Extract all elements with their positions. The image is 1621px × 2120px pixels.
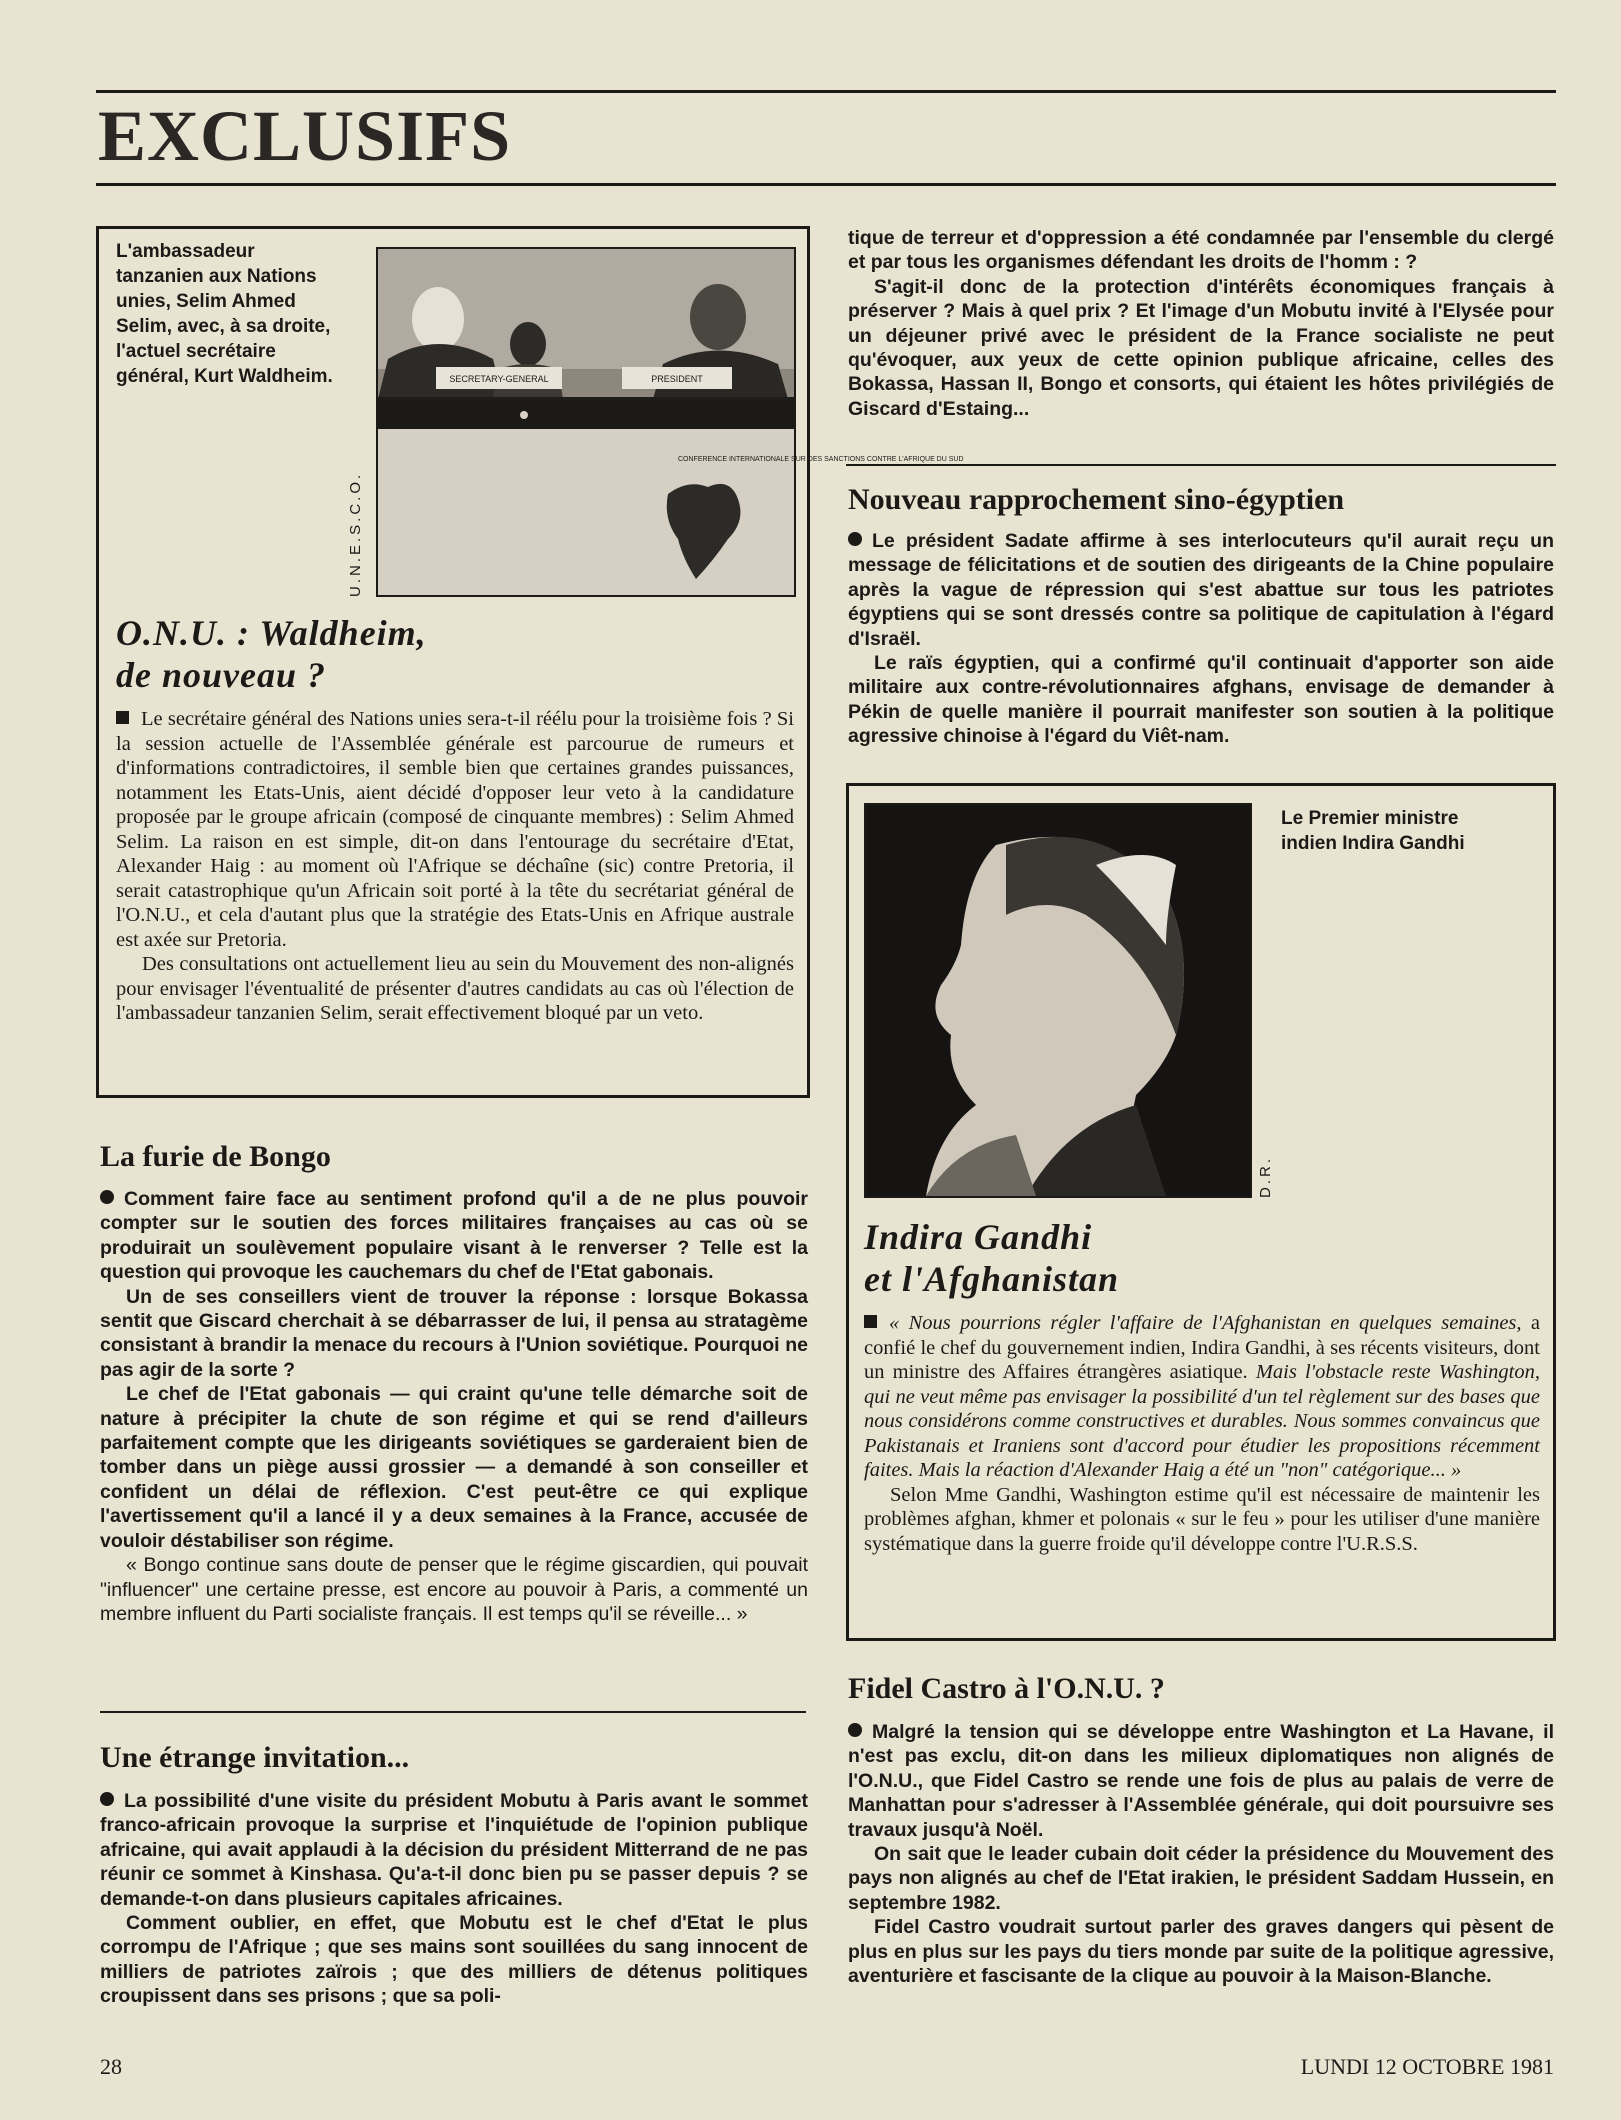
onu-article-box xyxy=(96,226,964,1098)
gandhi-headline xyxy=(864,1216,1544,1300)
gandhi-photo-caption: Le Premier ministre indien Indira Gandhi xyxy=(1281,808,1465,854)
bongo-headline: La furie de Bongo xyxy=(100,1140,331,1173)
onu-photo-sign-left: SECRETARY-GENERAL xyxy=(449,374,549,384)
gandhi-quote-a: « Nous pourrions régler l'affaire de l'Afghanistan en quelques semaines, xyxy=(889,1312,1522,1334)
sino-body xyxy=(848,529,1554,749)
square-marker-icon xyxy=(864,1315,877,1328)
onu-paragraph-1: Le secrétaire général des Nations unies sera-t-il réélu pour la troisième fois ? Si la session actuelle de l'Assemblée générale est parcourue de rumeurs et d'informations contradictoires, il semble bien que certaines grandes puissances, notamment les Etats-Unis, aient décidé d'opposer leur veto à la candidature proposée par le groupe africain (composé de cinquante membres) : Selim Ahmed Selim. La raison en est simple, dit-on dans l'entourage du secrétaire d'Etat, Alexander Haig : au moment où l'Afrique se déchaîne (sic) contre Pretoria, il serait catastrophique qu'un Africain soit porté à la tête du secrétariat général de l'O.N.U., et cela d'autant plus que la stratégie des Etats-Unis en Afrique australe est axée sur Pretoria. xyxy=(116,708,794,951)
invitation-paragraph-2: Comment oublier, en effet, que Mobutu est le chef d'Etat le plus corrompu de l'Afrique ; que ses mains sont souillées du sang innocent de milliers de patriotes zaïrois ; que des milliers de détenus politiques croupissent dans ses prisons ; que sa poli- xyxy=(100,1912,808,2008)
gandhi-headline-line-2: et l'Afghanistan xyxy=(864,1259,1120,1299)
gandhi-body xyxy=(864,1311,1540,1556)
masthead: EXCLUSIFS xyxy=(98,96,512,176)
onu-headline: O.N.U. : Waldheim, de nouveau ? xyxy=(116,613,427,695)
onu-body xyxy=(116,707,794,1026)
bongo-paragraph-1: Comment faire face au sentiment profond qu'il a de ne plus pouvoir compter sur le soutien des forces militaires françaises au cas où se produirait un soulèvement populaire visant à le renverser ? Telle est la question qui provoque les cauchemars du chef de l'Etat gabonais. xyxy=(100,1188,808,1284)
onu-photo-sign-right: PRESIDENT xyxy=(651,374,703,384)
section-divider xyxy=(846,464,1556,466)
invitation-paragraph-1: La possibilité d'une visite du président Mobutu à Paris avant le sommet franco-africain provoque la surprise et l'inquiétude de l'opinion publique africaine, qui avait applaudi à la décision du président Mitterrand de ne pas réunir ce sommet à Kinshasa. Qu'a-t-il donc bien pu se passer depuis ? se demande-t-on dans plusieurs capitales africaines. xyxy=(100,1790,808,1910)
bongo-paragraph-3: Le chef de l'Etat gabonais — qui craint qu'une telle démarche soit de nature à précipiter la chute de son régime et qui se rend d'ailleurs parfaitement compte que les dirigeants soviétiques se garderaient bien de tomber dans un piège aussi grossier — a demandé à son conseiller et confident un délai de réflexion. C'est peut-être ce qui explique l'avertissement qu'il a lancé il y a deux semaines à la France, accusée de vouloir déstabiliser son régime. xyxy=(100,1383,808,1552)
invitation-headline: Une étrange invitation... xyxy=(100,1741,410,1774)
issue-date: LUNDI 12 OCTOBRE 1981 xyxy=(1300,2054,1554,2079)
gandhi-photo-drawing xyxy=(866,805,1250,1196)
onu-photo xyxy=(376,247,964,597)
sino-headline: Nouveau rapprochement sino-égyptien xyxy=(848,483,1345,516)
invitation-cont-paragraph-2: S'agit-il donc de la protection d'intérêts économiques français à préserver ? Mais à quel prix ? Et l'image d'un Mobutu invité à l'Elysée pour un déjeuner privé avec le président de la France socialiste ne peut qu'évoquer, aux yeux de cette opinion publique africaine, celles des Bokassa, Hassan II, Bongo et consorts, qui étaient les hôtes privilégiés de Giscard d'Estaing... xyxy=(848,275,1554,420)
bongo-paragraph-2: Un de ses conseillers vient de trouver la réponse : lorsque Bokassa sentit que Giscard cherchait à se débarrasser de lui, il pensa au stratagème consistant à brandir la menace du recours à l'Union soviétique. Pourquoi ne pas agir de la sorte ? xyxy=(100,1285,808,1381)
gandhi-paragraph-1: a confié le chef du gouvernement indien, Indira Gandhi, à ses récents visiteurs, dont un ministre des Affaires étrangères asiatique. xyxy=(864,1312,1540,1383)
section-divider xyxy=(100,1711,806,1713)
gandhi-headline-line-1: Indira Gandhi xyxy=(864,1217,1093,1257)
masthead-top-rule xyxy=(96,90,1556,93)
onu-photo-drawing xyxy=(378,249,964,595)
gandhi-photo xyxy=(864,803,1252,1198)
castro-paragraph-2: On sait que le leader cubain doit céder la présidence du Mouvement des pays non alignés au chef de l'Etat irakien, le président Saddam Hussein, en septembre 1982. xyxy=(848,1843,1554,1914)
castro-paragraph-3: Fidel Castro voudrait surtout parler des graves dangers qui pèsent de plus en plus sur les pays du tiers monde par suite de la politique agressive, aventurière et fascisante de la clique au pouvoir à la Maison-Blanche. xyxy=(848,1916,1554,1988)
onu-photo-backdrop: CONFERENCE INTERNATIONALE SUR DES SANCTIONS CONTRE L'AFRIQUE DU SUD xyxy=(678,456,964,463)
gandhi-photo-credit: D.R. xyxy=(1257,1156,1274,1198)
castro-body xyxy=(848,1720,1554,1988)
onu-photo-credit: U.N.E.S.C.O. xyxy=(347,471,364,597)
invitation-continued xyxy=(848,226,1554,421)
page-number: 28 xyxy=(100,2054,122,2079)
castro-paragraph-1: Malgré la tension qui se développe entre Washington et La Havane, il n'est pas exclu, dit-on dans les milieux diplomatiques non alignés de l'O.N.U., que Fidel Castro se rende une fois de plus au palais de verre de Manhattan pour s'adresser à l'Assemblée générale, qui doit poursuivre ses travaux jusqu'à Noël. xyxy=(848,1721,1554,1841)
onu-photo-caption: L'ambassadeur tanzanien aux Nations unies, Selim Ahmed Selim, avec, à sa droite, l'actuel secrétaire général, Kurt Waldheim. xyxy=(116,241,333,387)
bongo-body xyxy=(100,1187,808,1626)
bullet-icon xyxy=(100,1792,114,1806)
invitation-body xyxy=(100,1789,808,2009)
sino-paragraph-2: Le raïs égyptien, qui a confirmé qu'il continuait d'apporter son aide militaire aux contre-révolutionnaires afghans, envisage de demander à Pékin de quelle manière il pourrait manifester son soutien à la politique agressive chinoise à l'égard du Viêt-nam. xyxy=(848,652,1554,748)
square-marker-icon xyxy=(116,711,129,724)
invitation-cont-paragraph-1: tique de terreur et d'oppression a été condamnée par l'ensemble du clergé et par tous les organismes défendant les droits de l'homm : ? xyxy=(848,227,1554,274)
bongo-paragraph-4: « Bongo continue sans doute de penser que le régime giscardien, qui pouvait "influencer" une certaine presse, est encore au pouvoir à Paris, a commenté un membre influent du Parti socialiste français. Il est temps qu'il se réveille... » xyxy=(100,1554,808,1625)
gandhi-quote-b: Mais l'obstacle reste Washington, qui ne veut même pas envisager la possibilité d'un tel règlement sur des bases que nous considérons comme constructives et durables. Nous sommes convaincus que Pakistanais et Iraniens sont d'accord pour étudier les propositions récemment faites. Mais la réaction d'Alexander Haig a été un "non" catégorique... » xyxy=(864,1361,1540,1481)
castro-headline: Fidel Castro à l'O.N.U. ? xyxy=(848,1672,1165,1705)
bullet-icon xyxy=(848,1723,862,1737)
gandhi-paragraph-2: Selon Mme Gandhi, Washington estime qu'il est nécessaire de maintenir les problèmes afghan, khmer et polonais « sur le feu » pour les utiliser d'une manière systématique dans la guerre froide qu'il développe contre l'U.R.S.S. xyxy=(864,1483,1540,1555)
onu-paragraph-2: Des consultations ont actuellement lieu au sein du Mouvement des non-alignés pour envisager l'éventualité de présenter d'autres candidats au cas où l'élection de l'ambassadeur tanzanien Selim, serait effectivement bloqué par un veto. xyxy=(116,953,794,1024)
bullet-icon xyxy=(848,532,862,546)
gandhi-article-box xyxy=(846,783,1556,1641)
sino-paragraph-1: Le président Sadate affirme à ses interlocuteurs qu'il aurait reçu un message de félicitations et de soutien des dirigeants de la Chine populaire après la vague de répression qui s'est abattue sur tous les patriotes égyptiens qui se sont dressés contre sa politique de capitulation à l'égard d'Israël. xyxy=(848,530,1554,650)
bullet-icon xyxy=(100,1190,114,1204)
masthead-bottom-rule xyxy=(96,183,1556,186)
